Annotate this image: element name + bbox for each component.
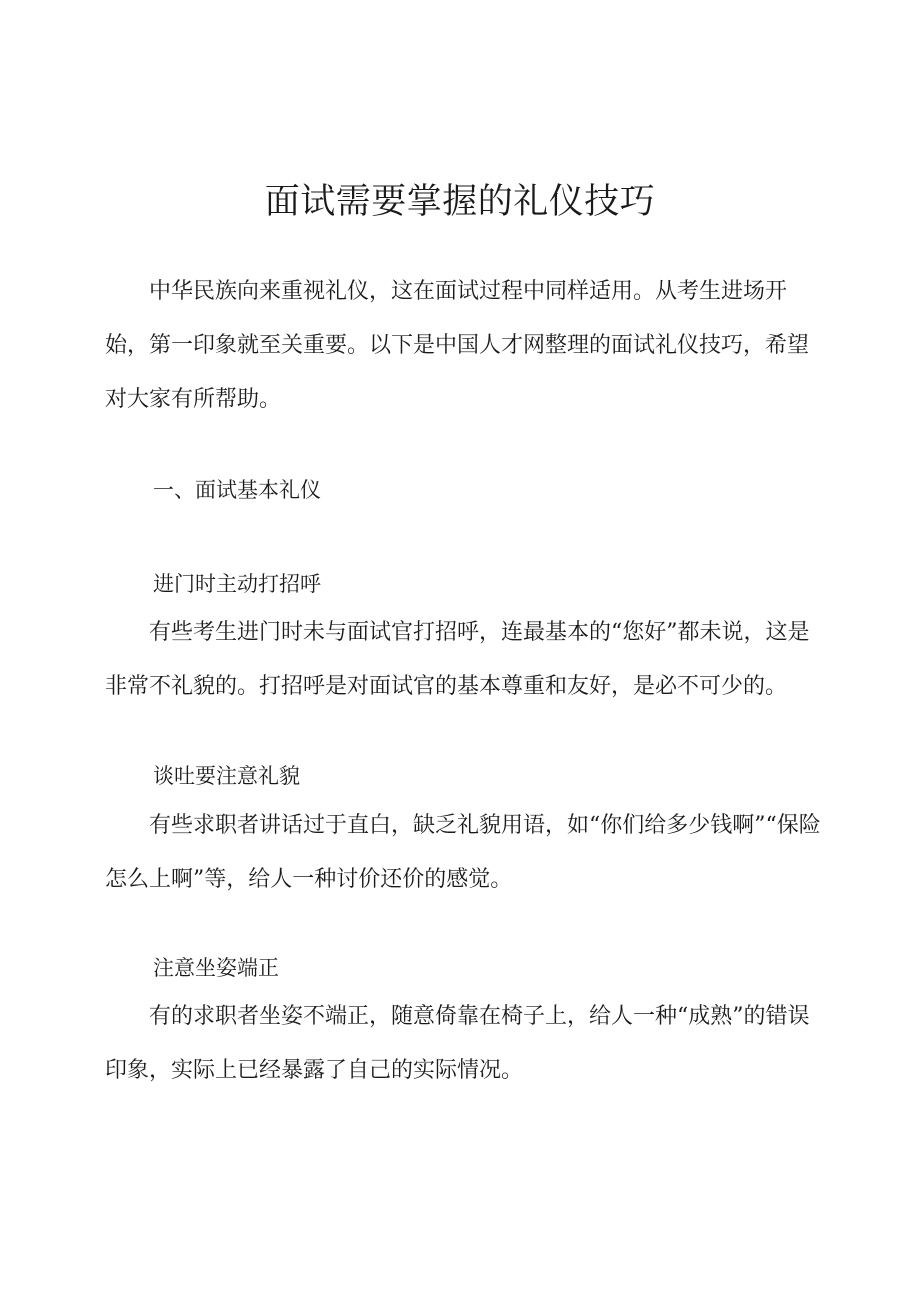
paragraph-speech: 有些求职者讲话过于直白，缺乏礼貌用语，如“你们给多少钱啊”“保险怎么上啊”等，给人一种讨价还价的感觉。 [105,813,821,892]
page-title: 面试需要掌握的礼仪技巧 [264,182,656,222]
section-heading: 一、面试基本礼仪 [153,478,321,502]
intro-paragraph: 中华民族向来重视礼仪，这在面试过程中同样适用。从考生进场开始，第一印象就至关重要。以下是中国人才网整理的面试礼仪技巧，希望对大家有所帮助。 [105,279,810,412]
subheading-speech: 谈吐要注意礼貌 [153,764,300,788]
paragraph-posture: 有的求职者坐姿不端正，随意倚靠在椅子上，给人一种“成熟”的错误印象，实际上已经暴露了自己的实际情况。 [105,1004,810,1083]
subheading-greeting: 进门时主动打招呼 [153,572,321,596]
subheading-posture: 注意坐姿端正 [153,956,279,980]
paragraph-greeting: 有些考生进门时未与面试官打招呼，连最基本的“您好”都未说，这是非常不礼貌的。打招呼是对面试官的基本尊重和友好，是必不可少的。 [105,620,810,699]
